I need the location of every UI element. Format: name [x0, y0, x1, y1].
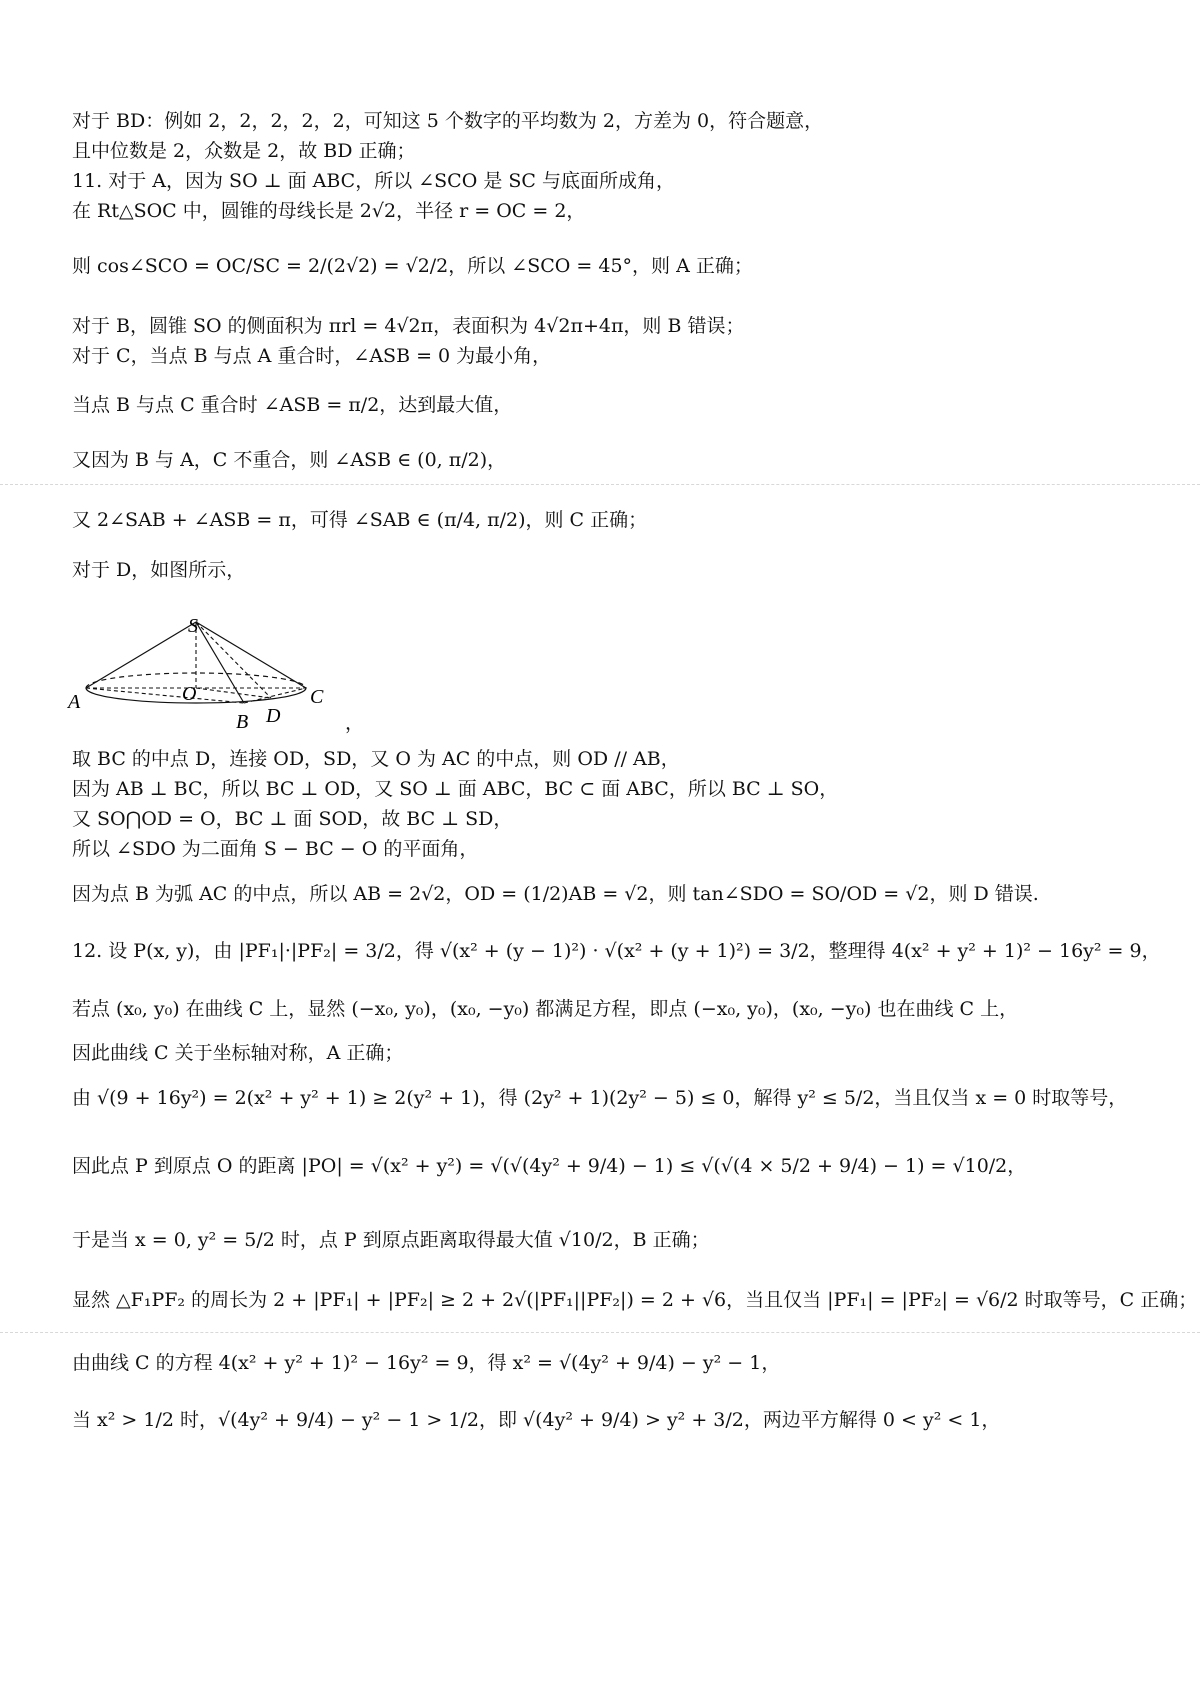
text-line: 且中位数是 2，众数是 2，故 BD 正确； [72, 140, 416, 162]
text-line: 因此曲线 C 关于坐标轴对称，A 正确； [72, 1042, 404, 1064]
divider [0, 1332, 1200, 1333]
edge-OD [196, 688, 271, 698]
edge-AB [86, 688, 244, 703]
text-line: 又因为 B 与 A，C 不重合，则 ∠ASB ∈ (0, π/2)， [72, 449, 507, 471]
text-line: 对于 D，如图所示， [72, 559, 246, 581]
label-A: A [68, 691, 81, 713]
text-line: 又 2∠SAB + ∠ASB = π，可得 ∠SAB ∈ (π/4, π/2)，则 C 正确； [72, 509, 648, 531]
text-line: 于是当 x = 0, y² = 5/2 时，点 P 到原点距离取得最大值 √10/2，B 正确； [72, 1229, 710, 1251]
text-line: 因此点 P 到原点 O 的距离 |PO| = √(x² + y²) = √(√(4y² + 9/4) − 1) ≤ √(√(4 × 5/2 + 9/4) − 1) = √10/2， [72, 1155, 1027, 1177]
text-line: 所以 ∠SDO 为二面角 S − BC − O 的平面角， [72, 838, 479, 860]
text-line: 对于 B，圆锥 SO 的侧面积为 πrl = 4√2π，表面积为 4√2π+4π，则 B 错误； [72, 315, 745, 337]
divider [0, 484, 1200, 485]
text-line: 若点 (x₀, y₀) 在曲线 C 上，显然 (−x₀, y₀)，(x₀, −y₀) 都满足方程，即点 (−x₀, y₀)，(x₀, −y₀) 也在曲线 C 上， [72, 998, 1019, 1020]
text-line: 因为点 B 为弧 AC 的中点，所以 AB = 2√2，OD = (1/2)AB = √2，则 tan∠SDO = SO/OD = √2，则 D 错误. [72, 883, 1039, 905]
label-O: O [182, 683, 197, 705]
text-line: 在 Rt△SOC 中，圆锥的母线长是 2√2，半径 r = OC = 2， [72, 200, 586, 222]
text-line: 又 SO⋂OD = O，BC ⊥ 面 SOD，故 BC ⊥ SD， [72, 808, 513, 830]
text-line: 则 cos∠SCO = OC/SC = 2/(2√2) = √2/2，所以 ∠SCO = 45°，则 A 正确； [72, 255, 753, 277]
text-line: 当点 B 与点 C 重合时 ∠ASB = π/2，达到最大值， [72, 394, 513, 416]
text-line: 因为 AB ⊥ BC，所以 BC ⊥ OD，又 SO ⊥ 面 ABC，BC ⊂ 面 ABC，所以 BC ⊥ SO， [72, 778, 839, 800]
text-line: 由 √(9 + 16y²) = 2(x² + y² + 1) ≥ 2(y² + 1)，得 (2y² + 1)(2y² − 5) ≤ 0，解得 y² ≤ 5/2，当且仅当 x = 0 时取等号， [72, 1087, 1128, 1109]
edge-SA [86, 622, 196, 688]
label-B: B [236, 711, 249, 733]
diagram-comma: ， [345, 712, 365, 734]
label-C: C [310, 686, 324, 708]
text-line: 对于 BD：例如 2，2，2，2，2，可知这 5 个数字的平均数为 2，方差为 0，符合题意， [72, 110, 824, 132]
text-line: 11. 对于 A，因为 SO ⊥ 面 ABC，所以 ∠SCO 是 SC 与底面所成角， [72, 170, 675, 192]
label-S: S [188, 618, 198, 637]
text-line: 由曲线 C 的方程 4(x² + y² + 1)² − 16y² = 9，得 x² = √(4y² + 9/4) − y² − 1， [72, 1352, 781, 1374]
text-line: 12. 设 P(x, y)，由 |PF₁|·|PF₂| = 3/2，得 √(x² + (y − 1)²) · √(x² + (y + 1)²) = 3/2，整理得 4(x² + y² + 1)² − 16y² = 9， [72, 940, 1161, 962]
label-D: D [266, 705, 281, 727]
text-line: 当 x² > 1/2 时，√(4y² + 9/4) − y² − 1 > 1/2，即 √(4y² + 9/4) > y² + 3/2，两边平方解得 0 < y² < 1， [72, 1409, 1001, 1431]
text-line: 显然 △F₁PF₂ 的周长为 2 + |PF₁| + |PF₂| ≥ 2 + 2√(|PF₁||PF₂|) = 2 + √6，当且仅当 |PF₁| = |PF₂| = √6/2 时取等号，C 正确； [72, 1289, 1198, 1311]
text-line: 取 BC 的中点 D，连接 OD，SD，又 O 为 AC 的中点，则 OD // AB， [72, 748, 680, 770]
text-line: 对于 C，当点 B 与点 A 重合时，∠ASB = 0 为最小角， [72, 345, 552, 367]
